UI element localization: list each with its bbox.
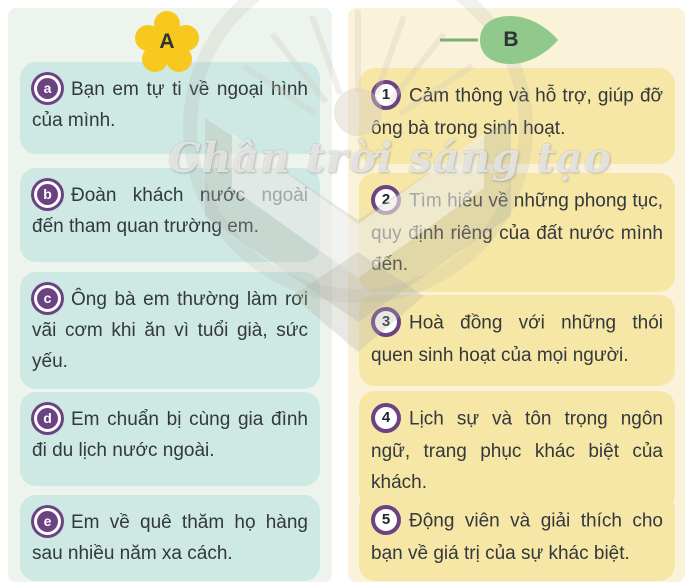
item-badge: 1	[371, 80, 401, 110]
item-text: Em về quê thăm họ hàng sau nhiều năm xa cách.	[32, 512, 308, 564]
matching-item-2[interactable]	[359, 173, 675, 292]
item-badge: e	[37, 511, 58, 532]
item-text: Lịch sự và tôn trọng ngôn ngữ, trang phục khác biệt của khách.	[371, 408, 663, 493]
item-badge: a	[37, 78, 58, 99]
item-text: Em chuẩn bị cùng gia đình đi du lịch nước ngoài.	[32, 409, 308, 461]
item-badge: 4	[371, 403, 401, 433]
matching-item-3[interactable]	[359, 295, 675, 386]
matching-item-1[interactable]	[359, 68, 675, 164]
matching-item-e[interactable]	[20, 495, 320, 581]
item-text: Bạn em tự ti về ngoại hình của mình.	[32, 79, 308, 131]
watermark-text: Chân trời sáng tạo	[168, 134, 613, 182]
item-badge: 5	[371, 505, 401, 535]
column-b-badge	[438, 12, 564, 68]
item-badge: 2	[371, 185, 401, 215]
item-badge: c	[37, 288, 58, 309]
item-text: Đoàn khách nước ngoài đến tham quan trường em.	[32, 185, 308, 237]
item-text: Hoà đồng với những thói quen sinh hoạt của mọi người.	[371, 312, 663, 366]
matching-item-b[interactable]	[20, 168, 320, 262]
item-text: Ông bà em thường làm rơi vãi cơm khi ăn vì tuổi già, sức yếu.	[32, 289, 308, 372]
matching-item-c[interactable]	[20, 272, 320, 389]
item-badge: 3	[371, 307, 401, 337]
column-b-label: B	[503, 28, 519, 51]
column-a-badge	[134, 10, 200, 74]
column-a-label: A	[159, 30, 175, 53]
item-text: Động viên và giải thích cho bạn về giá trị của sự khác biệt.	[371, 510, 663, 564]
matching-item-d[interactable]	[20, 392, 320, 486]
item-text: Cảm thông và hỗ trợ, giúp đỡ ông bà trong sinh hoạt.	[371, 85, 663, 139]
item-badge: b	[37, 184, 58, 205]
matching-item-a[interactable]	[20, 62, 320, 154]
item-badge: d	[37, 408, 58, 429]
matching-item-5[interactable]	[359, 493, 675, 581]
item-text: Tìm hiểu về những phong tục, quy định riêng của đất nước mình đến.	[371, 190, 663, 275]
